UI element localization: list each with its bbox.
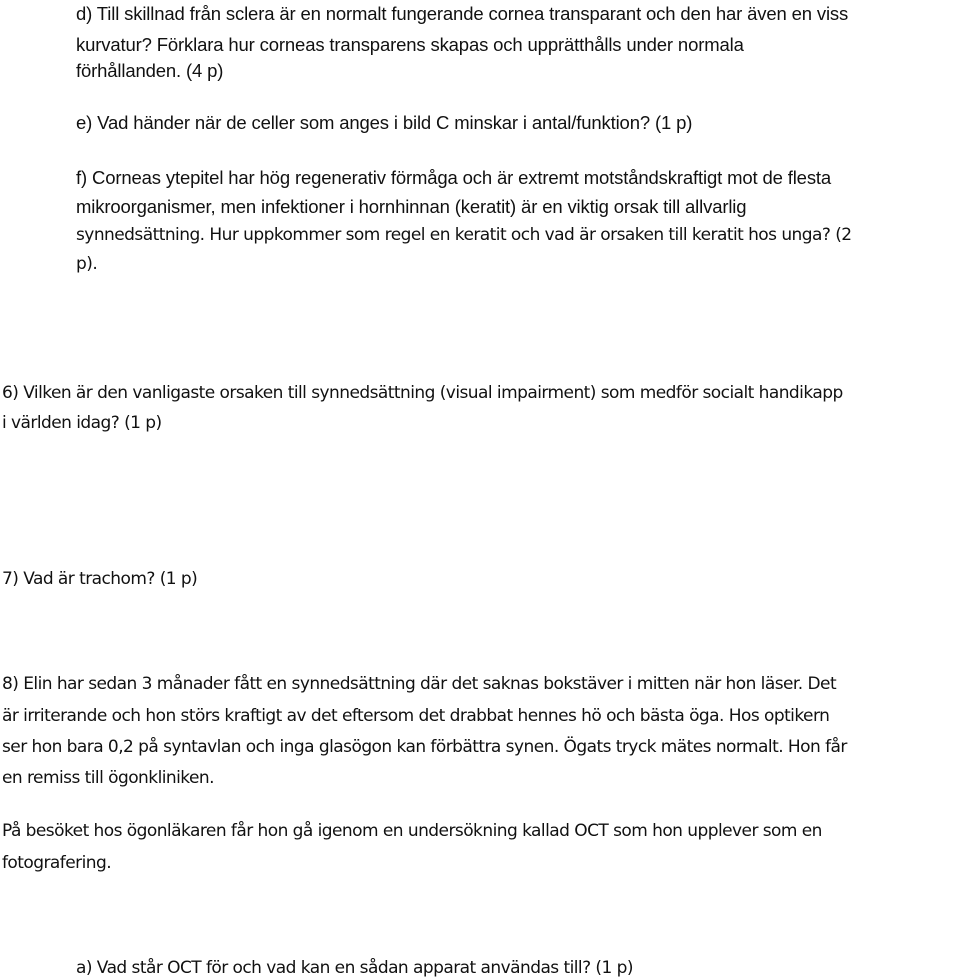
question-8-line-1: 8) Elin har sedan 3 månader fått en synnedsättning där det saknas bokstäver i mitten när hon läser. Det <box>2 674 837 694</box>
question-d-line-1: d) Till skillnad från sclera är en normalt fungerande cornea transparant och den har även en viss <box>76 3 849 24</box>
oct-intro-line-2: fotografering. <box>2 853 112 873</box>
question-f-line-2: mikroorganismer, men infektioner i hornhinnan (keratit) är en viktig orsak till allvarlig <box>76 196 747 217</box>
question-8a: a) Vad står OCT för och vad kan en sådan apparat användas till? (1 p) <box>76 958 633 978</box>
oct-intro-line-1: På besöket hos ögonläkaren får hon gå igenom en undersökning kallad OCT som hon upplever som en <box>2 821 822 841</box>
question-d-line-2: kurvatur? Förklara hur corneas transparens skapas och upprätthålls under normala <box>76 34 744 55</box>
question-8-line-4: en remiss till ögonkliniken. <box>2 768 214 788</box>
question-d-line-3: förhållanden. (4 p) <box>76 60 224 81</box>
question-7: 7) Vad är trachom? (1 p) <box>2 569 198 589</box>
question-8-line-3: ser hon bara 0,2 på syntavlan och inga glasögon kan förbättra synen. Ögats tryck mätes normalt. Hon får <box>2 737 847 757</box>
question-f-line-3: synnedsättning. Hur uppkommer som regel en keratit och vad är orsaken till keratit hos unga? (2 <box>76 225 852 245</box>
question-8-line-2: är irriterande och hon störs kraftigt av det eftersom det drabbat hennes hö och bästa öga. Hos optikern <box>2 706 830 726</box>
question-f-line-4: p). <box>76 254 98 274</box>
question-6-line-1: 6) Vilken är den vanligaste orsaken till synnedsättning (visual impairment) som medför socialt handikapp <box>2 383 843 403</box>
question-e: e) Vad händer när de celler som anges i bild C minskar i antal/funktion? (1 p) <box>76 112 693 133</box>
question-6-line-2: i världen idag? (1 p) <box>2 413 162 433</box>
question-f-line-1: f) Corneas ytepitel har hög regenerativ förmåga och är extremt motståndskraftigt mot de flesta <box>76 167 832 188</box>
